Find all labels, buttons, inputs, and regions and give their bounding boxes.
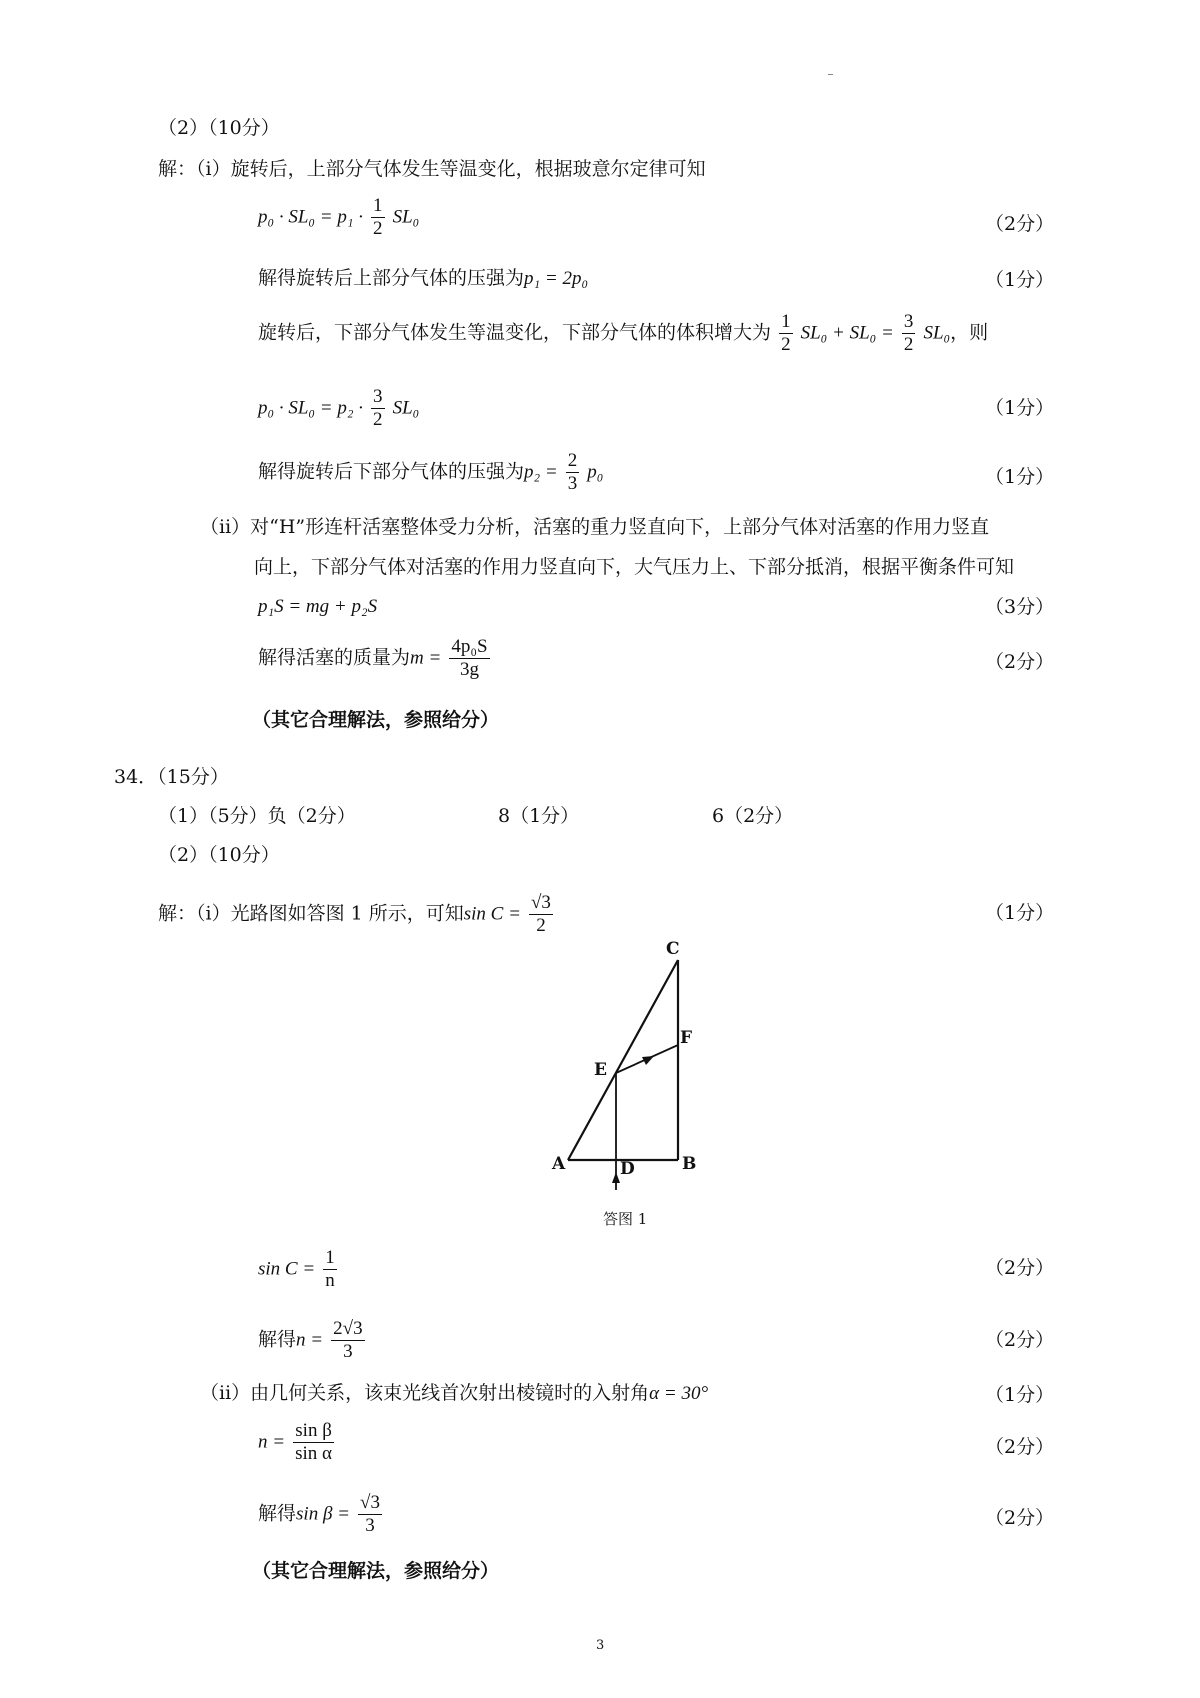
q33-eq1	[258, 195, 419, 240]
q34-part1-a: （1）（5分）负（2分）	[158, 805, 356, 827]
q33-result3-score: （2分）	[985, 651, 1055, 673]
eq1-lhs: p₀ · SL₀ = p₁ ·	[258, 206, 363, 228]
q34-solution-ii: （ⅱ）由几何关系，该束光线首次射出棱镜时的入射角α = 30°	[200, 1382, 709, 1404]
page-number: 3	[596, 1638, 605, 1653]
q34-result-sinbeta: 解得sin β = $\frac{√3}{3}$	[258, 1492, 380, 1536]
point-label-F: F	[680, 1028, 693, 1048]
q33-solution-ii-line1: （ⅱ）对“H”形连杆活塞整体受力分析，活塞的重力竖直向下，上部分气体对活塞的作用力竖直	[200, 516, 990, 538]
q33-eq3-score: （3分）	[985, 596, 1055, 618]
arrow-head-incident	[612, 1172, 620, 1183]
q34-result-n-score: （2分）	[985, 1329, 1055, 1351]
n-fraction: $\frac{2√3}{3}$	[333, 1318, 363, 1362]
q33-result2-score: （1分）	[985, 466, 1055, 488]
q33-eq2-score: （1分）	[985, 397, 1055, 419]
q34-alternative-note: （其它合理解法，参照给分）	[252, 1560, 500, 1582]
q33-eq2: p₀ · SL₀ = p₂ · $\frac{3}{2}$ SL₀	[258, 386, 420, 430]
q34-solution-i-score: （1分）	[985, 902, 1055, 924]
q33-result1-score: （1分）	[985, 269, 1055, 291]
volume-fraction-2: $\frac{3}{2}$	[903, 311, 914, 355]
eq1-rhs: SL₀	[392, 206, 420, 228]
q33-result2: 解得旋转后下部分气体的压强为p₂ = $\frac{2}{3}$ p₀	[258, 450, 604, 494]
point-label-E: E	[594, 1060, 607, 1080]
q34-result-n: 解得n = $\frac{2√3}{3}$	[258, 1318, 363, 1362]
q33-result1: 解得旋转后上部分气体的压强为p₁ = 2p₀	[258, 267, 589, 289]
snell-fraction: $\frac{\text{sin β}}{\text{sin α}}$	[295, 1420, 333, 1464]
q33-lower-gas-volume: 旋转后，下部分气体发生等温变化，下部分气体的体积增大为 $\frac{1}{2}$ SL₀ + SL₀ = $\frac{3}{2}$ SL₀，则	[258, 311, 989, 355]
q34-part2-heading: （2）（10分）	[158, 844, 280, 866]
point-label-A: A	[552, 1154, 566, 1174]
point-label-B: B	[682, 1154, 697, 1174]
point-label-D: D	[620, 1159, 635, 1179]
q34-solution-ii-score: （1分）	[985, 1384, 1055, 1406]
prism-edge-AC	[568, 960, 678, 1160]
q34-eq4-score: （2分）	[985, 1257, 1055, 1279]
sinbeta-fraction: $\frac{√3}{3}$	[360, 1492, 380, 1536]
volume-fraction-1: $\frac{1}{2}$	[781, 311, 791, 355]
q34-eq4: sin C = $\frac{1}{n}$	[258, 1247, 335, 1291]
q33-result3: 解得活塞的质量为m = $\frac{\text{4p₀S}}{3g}$	[258, 636, 488, 680]
eq2-fraction: $\frac{3}{2}$	[373, 386, 383, 430]
q33-solution-i-intro: 解：（ⅰ）旋转后，上部分气体发生等温变化，根据玻意尔定律可知	[158, 158, 706, 180]
point-label-C: C	[666, 940, 680, 959]
q34-solution-i: 解：（ⅰ）光路图如答图 1 所示，可知sin C = $\frac{√3}{2}$	[158, 892, 551, 936]
figure-caption: 答图 1	[603, 1210, 648, 1228]
q33-eq3: p₁S = mg + p₂S	[258, 596, 378, 617]
sinC-fraction: $\frac{√3}{2}$	[530, 892, 551, 936]
q34-heading: 34．（15分）	[114, 766, 229, 788]
q33-solution-ii-line2: 向上，下部分气体对活塞的作用力竖直向下，大气压力上、下部分抵消，根据平衡条件可知	[254, 556, 1015, 578]
scan-speck	[828, 74, 833, 75]
prism-light-path-figure	[540, 940, 720, 1200]
eq4-fraction: $\frac{1}{n}$	[325, 1247, 335, 1291]
q33-part2-heading: （2）（10分）	[158, 117, 280, 139]
q34-eq5: n = $\frac{\text{sin β}}{\text{sin α}}$	[258, 1420, 333, 1464]
q34-part1-c: 6（2分）	[712, 805, 794, 827]
q33-alternative-note: （其它合理解法，参照给分）	[252, 709, 500, 731]
result2-fraction: $\frac{2}{3}$	[567, 450, 578, 494]
result1-expr: p₁ = 2p₀	[524, 268, 589, 289]
mass-fraction: $\frac{\text{4p₀S}}{3g}$	[451, 636, 488, 680]
arrow-head-reflected	[642, 1056, 654, 1065]
eq1-fraction: $\frac{1}{2}$	[373, 195, 383, 239]
q34-eq5-score: （2分）	[985, 1436, 1055, 1458]
q33-eq1-score: （2分）	[985, 213, 1055, 235]
q34-part1-b: 8（1分）	[498, 805, 580, 827]
q34-result-sinbeta-score: （2分）	[985, 1507, 1055, 1529]
